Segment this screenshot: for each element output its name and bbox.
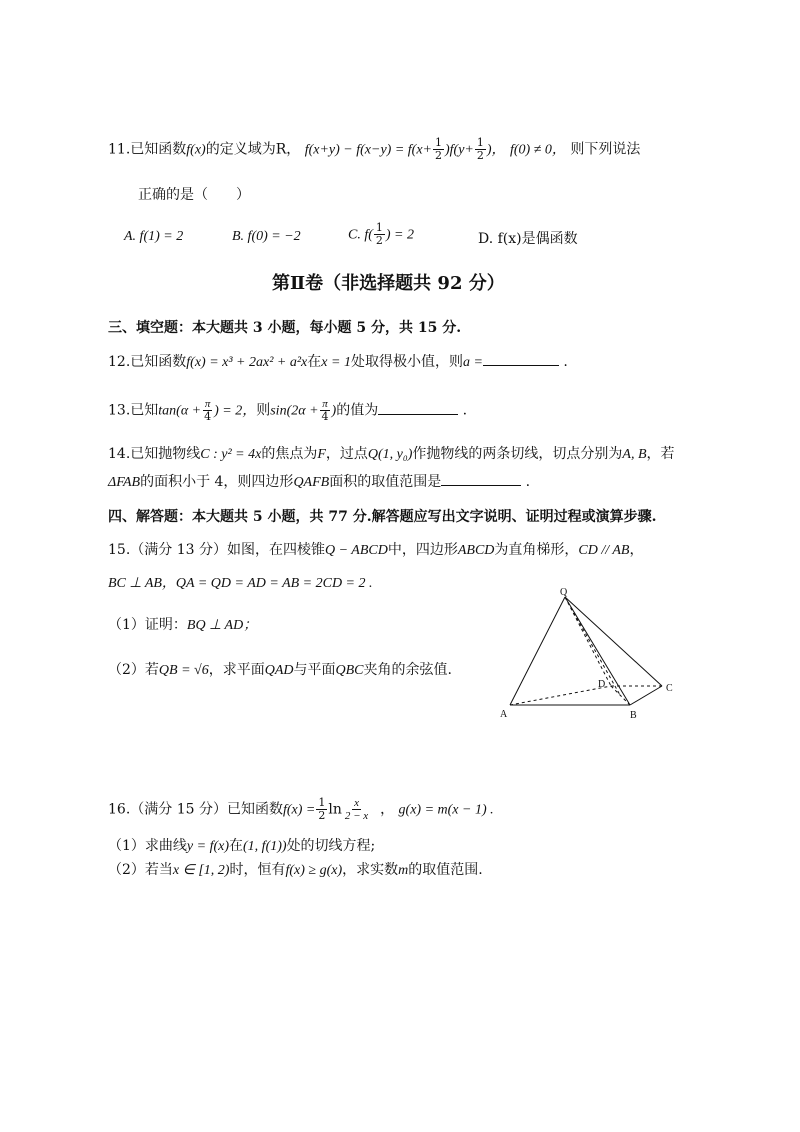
q16-ln: ln <box>328 801 342 818</box>
option-d-text: D. f(x)是偶函数 <box>478 231 578 247</box>
q13-pi-over-4-b <box>320 398 331 423</box>
edge-qm <box>565 597 620 695</box>
section3-heading: 三、填空题：本大题共 3 小题，每小题 5 分，共 15 分. <box>108 320 462 336</box>
q14-quad: QAFB <box>293 475 330 490</box>
q12-var: a = <box>462 355 483 370</box>
q11-text-a: 已知函数 <box>130 141 187 158</box>
q14-text-c: ，过点 <box>325 446 368 462</box>
q16-sep: ， <box>380 801 395 818</box>
q15-line1 <box>108 540 643 561</box>
label-c: C <box>666 683 673 694</box>
q13-tan-post: ) = 2， <box>214 403 257 419</box>
frac-num: 1 <box>375 221 383 234</box>
q16-part1-curve: y = f(x) <box>186 839 230 854</box>
pyramid-figure <box>490 585 690 730</box>
q13-text-b: 则 <box>256 402 271 419</box>
q11-fx: f(x) <box>186 142 206 158</box>
q11-number: 11. <box>108 141 131 158</box>
q14-answer-blank[interactable] <box>441 471 521 486</box>
frac-den: 2 <box>318 809 326 822</box>
q14-text-e: ，若 <box>646 446 675 462</box>
q11-half-2 <box>475 137 486 162</box>
q15-para: CD // AB <box>578 543 630 558</box>
label-q: Q <box>560 587 568 598</box>
q16-part1-c: 处的切线方程; <box>286 838 376 854</box>
q11-line1 <box>108 137 640 162</box>
label-b: B <box>630 710 637 721</box>
frac-num: 1 <box>435 136 442 149</box>
q15-part2 <box>108 660 452 681</box>
q15-part1 <box>108 615 257 636</box>
q12-cond: x = 1 <box>321 355 351 370</box>
q14-triangle: ΔFAB <box>108 475 141 490</box>
q14-line2-c: 面积的取值范围是 <box>329 474 442 490</box>
frac-den: 4 <box>204 410 212 423</box>
edge-bc <box>630 686 662 705</box>
q12-text-b: 在 <box>307 354 322 370</box>
q16-part1-pt: (1, f(1)) <box>243 839 287 854</box>
q11-option-d <box>478 228 578 248</box>
q14-curve: C : y² = 4x <box>200 447 262 462</box>
edge-qc <box>565 597 662 686</box>
q14-ab: A, B <box>622 447 647 462</box>
q15-part2-text: ，求平面 <box>208 662 265 678</box>
q12-text-a: 12.已知函数 <box>108 354 187 370</box>
q16-part2-dom: x ∈ [1, 2) <box>172 863 230 878</box>
q14-text-a: 14.已知抛物线 <box>108 446 201 462</box>
option-c-pre: C. f( <box>348 227 373 243</box>
q11-text-c: 则下列说法 <box>570 141 641 158</box>
frac-num: 1 <box>476 136 484 149</box>
frac-num: x <box>354 797 359 809</box>
q14-text-d: 作抛物线的两条切线，切点分别为 <box>412 446 623 462</box>
option-c-frac <box>374 222 385 247</box>
q13-answer-blank[interactable] <box>378 400 458 415</box>
frac-den: 2 <box>375 234 383 247</box>
q12-formula: f(x) = x³ + 2ax² + a²x <box>186 355 308 370</box>
frac-den: 4 <box>321 410 329 423</box>
q11-option-c <box>348 222 414 247</box>
q16-part1-a: （1）求曲线 <box>108 838 187 854</box>
q15-line2: BC ⊥ AB，QA = QD = AD = AB = 2CD = 2 . <box>108 576 373 591</box>
q15-part2-mid: 与平面 <box>293 662 336 678</box>
q16-part2-d: 的取值范围. <box>408 862 483 878</box>
label-d: D <box>598 679 606 690</box>
label-a: A <box>500 709 508 720</box>
q11-line2: 正确的是（ ） <box>138 187 250 203</box>
q16-line1 <box>108 797 494 822</box>
q16-half <box>316 797 327 822</box>
q13-pi-over-4-a <box>202 398 213 423</box>
section4-heading: 四、解答题：本大题共 5 小题，共 77 分.解答题应写出文字说明、证明过程或演算步骤. <box>108 509 657 525</box>
frac-num: 1 <box>318 796 326 809</box>
frac-den: 2 − x <box>344 810 369 822</box>
q13-line <box>108 398 467 423</box>
q12-end: . <box>563 354 568 370</box>
q14-point: Q(1, y₀) <box>367 447 413 462</box>
edge-qa <box>510 597 565 705</box>
q14-end: . <box>525 474 531 490</box>
q15-plane1: QAD <box>264 663 294 678</box>
edge-qd <box>565 597 611 686</box>
q14-line2 <box>108 471 530 493</box>
q15-text-d: ， <box>629 542 644 558</box>
frac-num: π <box>322 398 328 410</box>
q11-eq-left: f(x+y) − f(x−y) = f(x+ <box>304 142 432 158</box>
q14-line2-b: 的面积小于 4，则四边形 <box>140 474 294 490</box>
q15-part2-label: （2）若 <box>108 662 159 678</box>
q12-line <box>108 351 568 373</box>
q11-eq-right: )， <box>486 142 506 158</box>
q15-text-a: 15.（满分 13 分）如图，在四棱锥 <box>108 542 325 558</box>
q16-part2-b: 时，恒有 <box>229 862 286 878</box>
q15-part1-math: BQ ⊥ AD； <box>186 618 258 633</box>
q14-line1 <box>108 444 675 465</box>
q16-part2-a: （2）若当 <box>108 862 173 878</box>
q13-text-c: 的值为 <box>336 402 379 419</box>
q15-text-c: 为直角梯形， <box>494 542 579 558</box>
q14-focus: F <box>317 447 326 462</box>
q15-text-b: 中，四边形 <box>387 542 458 558</box>
q13-text-a: 13.已知 <box>108 402 159 419</box>
q16-part2-ineq: f(x) ≥ g(x) <box>285 863 343 878</box>
q16-g: g(x) = m(x − 1) . <box>398 802 494 818</box>
frac-den: 2 <box>476 149 484 162</box>
option-a-text: A. f(1) = 2 <box>124 229 184 244</box>
q16-part2-c: ，求实数 <box>342 862 399 878</box>
q13-end: . <box>462 402 468 419</box>
q16-part1 <box>108 836 375 857</box>
q13-sin-post: ) <box>331 403 337 419</box>
q11-option-a <box>124 228 183 245</box>
q16-part2 <box>108 860 483 881</box>
q15-plane2: QBC <box>335 663 364 678</box>
option-c-post: ) = 2 <box>385 227 414 243</box>
q16-part2-m: m <box>398 863 409 878</box>
q12-text-c: 处取得极小值，则 <box>350 354 463 370</box>
option-b-text: B. f(0) = −2 <box>232 229 301 244</box>
q15-part1-label: （1）证明： <box>108 617 187 633</box>
q11-eq-mid: )f(y+ <box>445 142 474 158</box>
q12-answer-blank[interactable] <box>483 351 559 366</box>
q14-text-b: 的焦点为 <box>261 446 318 462</box>
q15-part2-math: QB = √6 <box>158 663 209 678</box>
q16-f-pre: f(x) = <box>282 802 316 818</box>
q15-part2-end: 夹角的余弦值. <box>363 662 452 678</box>
section2-title: 第Ⅱ卷（非选择题共 92 分） <box>272 273 505 294</box>
frac-den: 2 <box>435 149 442 162</box>
q13-tan-pre: tan(α + <box>158 403 202 419</box>
q15-quad: ABCD <box>457 543 495 558</box>
q11-option-b <box>232 228 301 245</box>
q11-cond: f(0) ≠ 0， <box>510 142 566 158</box>
q15-solid: Q − ABCD <box>324 543 388 558</box>
edge-ad <box>510 686 611 705</box>
q16-part1-b: 在 <box>229 838 244 854</box>
q13-sin-pre: sin(2α + <box>270 403 319 419</box>
q11-half-1 <box>433 137 444 162</box>
q11-text-b: 的定义域为R， <box>205 141 301 158</box>
q16-text-a: 16.（满分 15 分）已知函数 <box>108 801 283 818</box>
frac-num: π <box>204 398 211 410</box>
q16-x-frac <box>343 797 370 822</box>
